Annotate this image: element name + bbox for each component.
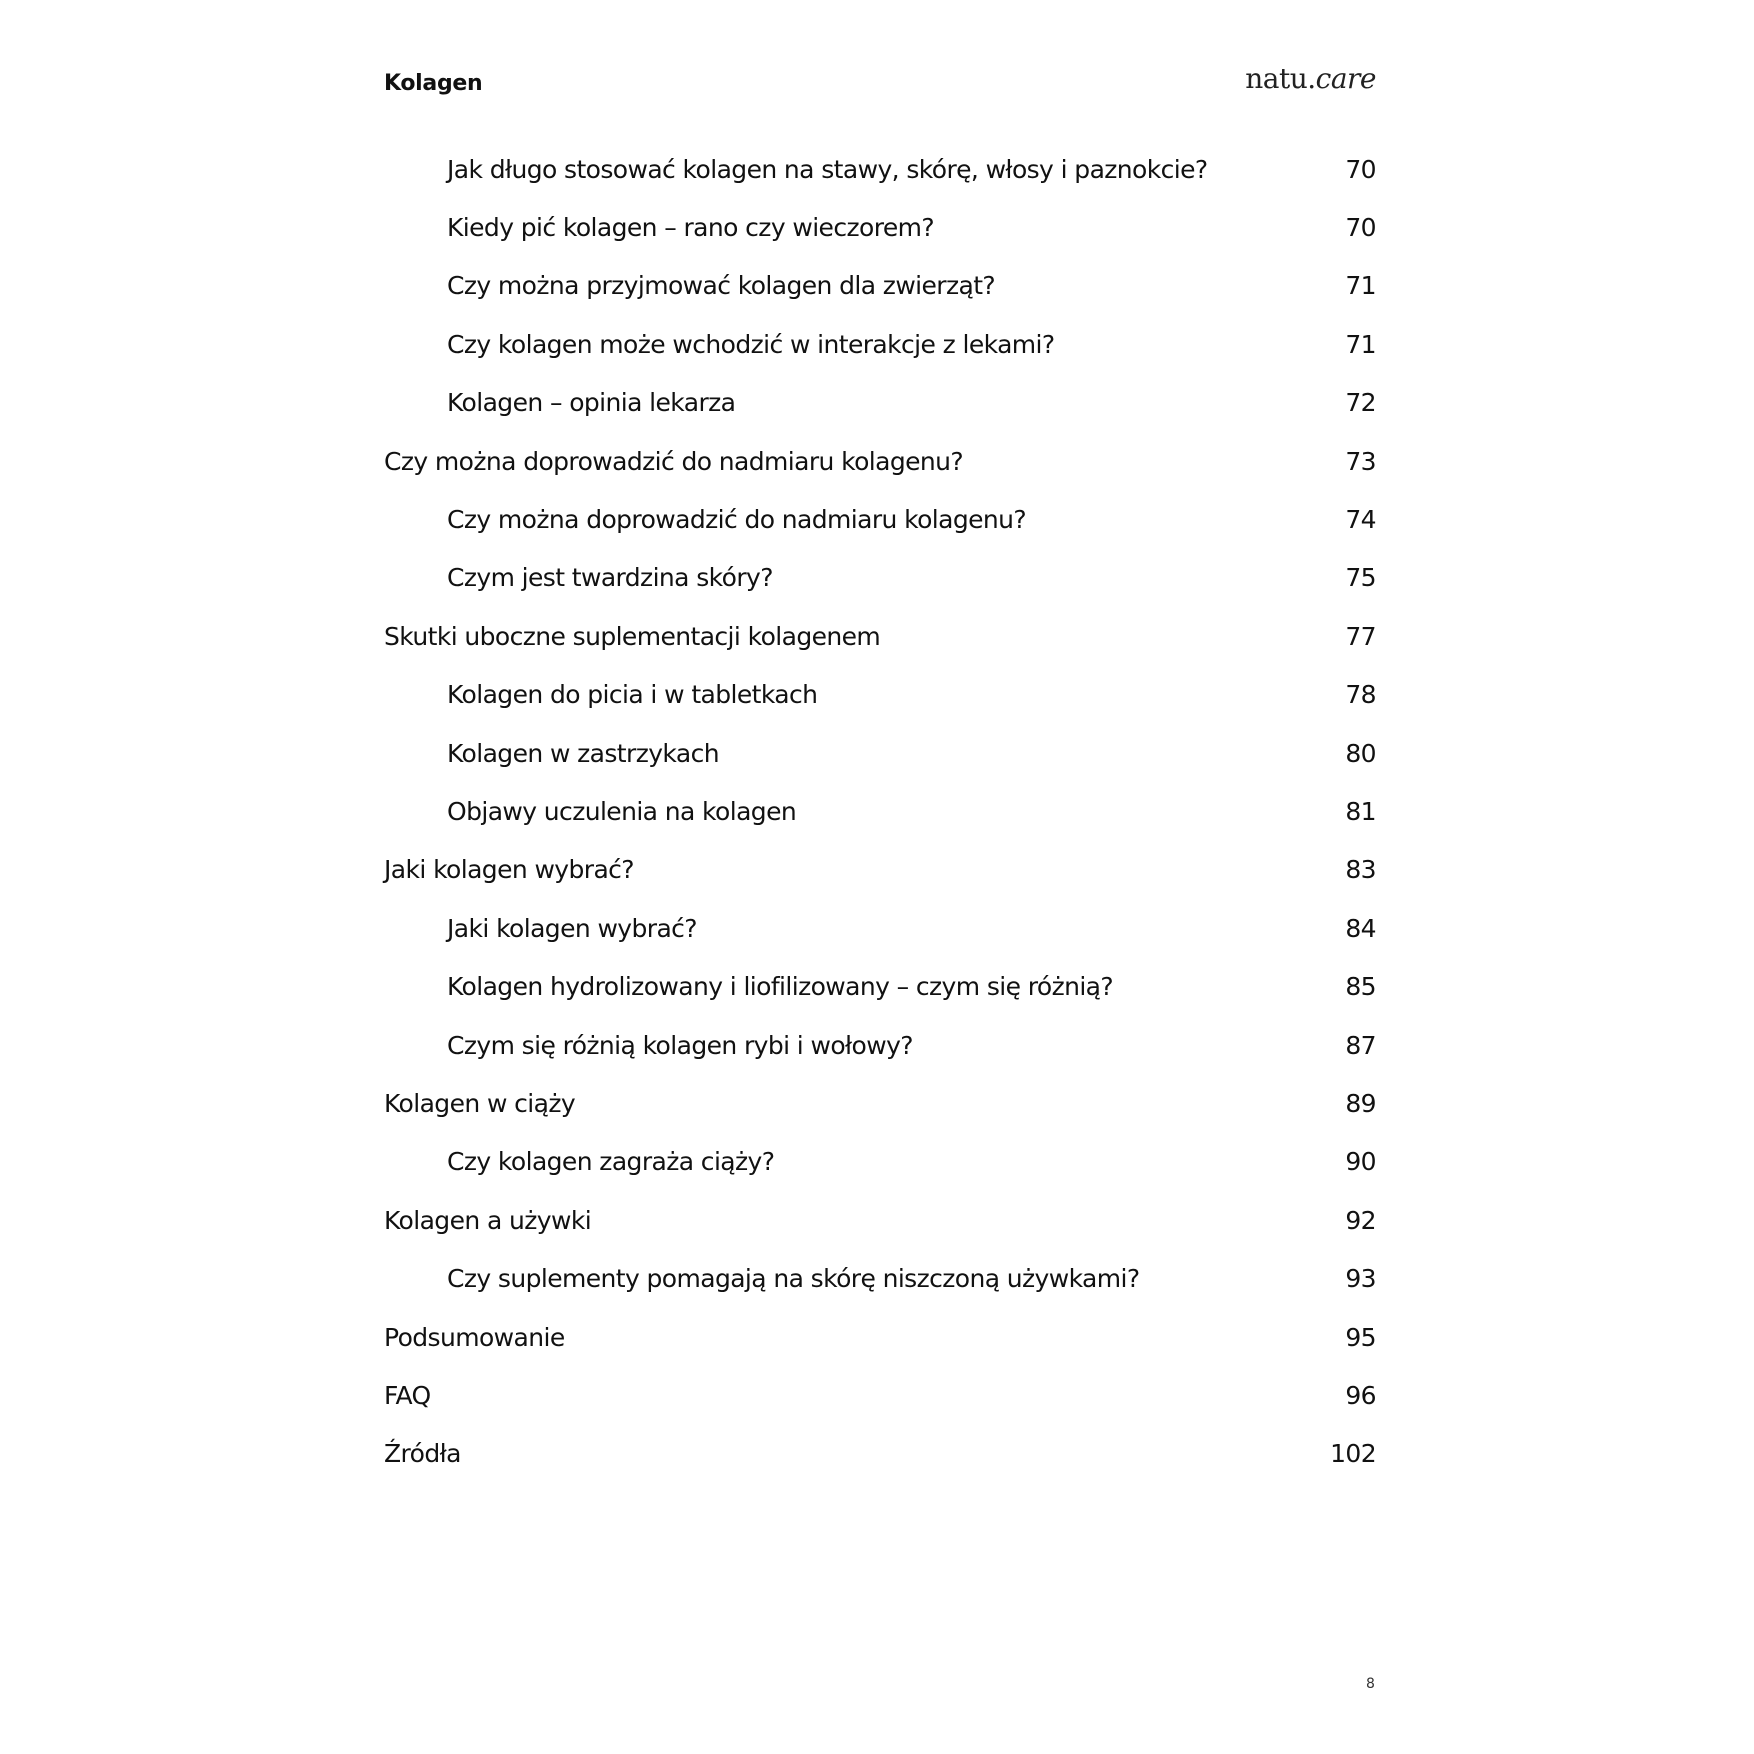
toc-entry-title: Skutki uboczne suplementacji kolagenem bbox=[384, 621, 881, 651]
toc-entry-title: Objawy uczulenia na kolagen bbox=[447, 796, 797, 826]
toc-entry-page-number: 90 bbox=[1345, 1147, 1376, 1177]
toc-entry-page-number: 89 bbox=[1345, 1088, 1376, 1118]
toc-section-entry[interactable] bbox=[384, 724, 1376, 782]
toc-chapter-entry[interactable] bbox=[384, 1308, 1376, 1366]
toc-entry-title: Podsumowanie bbox=[384, 1322, 565, 1352]
toc-entry-title: Kolagen a używki bbox=[384, 1205, 592, 1235]
toc-entry-page-number: 70 bbox=[1345, 213, 1376, 243]
toc-entry-title: Kiedy pić kolagen – rano czy wieczorem? bbox=[447, 213, 935, 243]
toc-section-entry[interactable] bbox=[384, 490, 1376, 548]
toc-entry-page-number: 78 bbox=[1345, 680, 1376, 710]
toc-section-entry[interactable] bbox=[384, 666, 1376, 724]
toc-entry-title: Kolagen w zastrzykach bbox=[447, 738, 719, 768]
toc-entry-page-number: 92 bbox=[1345, 1205, 1376, 1235]
toc-section-entry[interactable] bbox=[384, 140, 1376, 198]
toc-entry-page-number: 72 bbox=[1345, 388, 1376, 418]
running-header-title: Kolagen bbox=[384, 71, 483, 96]
toc-entry-page-number: 80 bbox=[1345, 738, 1376, 768]
toc-section-entry[interactable] bbox=[384, 1133, 1376, 1191]
toc-chapter-entry[interactable] bbox=[384, 1074, 1376, 1132]
toc-chapter-entry[interactable] bbox=[384, 841, 1376, 899]
toc-entry-page-number: 71 bbox=[1345, 329, 1376, 359]
toc-section-entry[interactable] bbox=[384, 1016, 1376, 1074]
toc-entry-title: Czy można doprowadzić do nadmiaru kolagenu? bbox=[384, 446, 964, 476]
toc-entry-page-number: 81 bbox=[1345, 796, 1376, 826]
toc-entry-title: Czy można doprowadzić do nadmiaru kolagenu? bbox=[447, 505, 1027, 535]
toc-entry-title: FAQ bbox=[384, 1380, 431, 1410]
toc-entry-title: Czym się różnią kolagen rybi i wołowy? bbox=[447, 1030, 913, 1060]
toc-entry-title: Czy można przyjmować kolagen dla zwierząt? bbox=[447, 271, 996, 301]
toc-entry-page-number: 77 bbox=[1345, 621, 1376, 651]
toc-entry-page-number: 95 bbox=[1345, 1322, 1376, 1352]
toc-entry-page-number: 75 bbox=[1345, 563, 1376, 593]
toc-section-entry[interactable] bbox=[384, 549, 1376, 607]
toc-entry-page-number: 85 bbox=[1345, 972, 1376, 1002]
toc-entry-page-number: 96 bbox=[1345, 1380, 1376, 1410]
toc-entry-page-number: 74 bbox=[1345, 505, 1376, 535]
toc-chapter-entry[interactable] bbox=[384, 1425, 1376, 1483]
toc-entry-page-number: 84 bbox=[1345, 913, 1376, 943]
page-number: 8 bbox=[1366, 1676, 1375, 1692]
toc-entry-page-number: 83 bbox=[1345, 855, 1376, 885]
toc-entry-title: Czy suplementy pomagają na skórę niszczoną używkami? bbox=[447, 1264, 1140, 1294]
toc-entry-title: Czym jest twardzina skóry? bbox=[447, 563, 773, 593]
brand-logo bbox=[1245, 62, 1376, 96]
toc-section-entry[interactable] bbox=[384, 315, 1376, 373]
toc-entry-page-number: 102 bbox=[1330, 1439, 1376, 1469]
toc-entry-title: Jaki kolagen wybrać? bbox=[447, 913, 697, 943]
toc-entry-title: Kolagen – opinia lekarza bbox=[447, 388, 736, 418]
toc-entry-title: Źródła bbox=[384, 1439, 461, 1469]
toc-chapter-entry[interactable] bbox=[384, 1366, 1376, 1424]
toc-section-entry[interactable] bbox=[384, 899, 1376, 957]
toc-entry-title: Kolagen hydrolizowany i liofilizowany – czym się różnią? bbox=[447, 972, 1114, 1002]
toc-entry-title: Czy kolagen może wchodzić w interakcje z lekami? bbox=[447, 329, 1055, 359]
toc-entry-title: Kolagen w ciąży bbox=[384, 1088, 576, 1118]
toc-section-entry[interactable] bbox=[384, 198, 1376, 256]
toc-entry-title: Kolagen do picia i w tabletkach bbox=[447, 680, 818, 710]
toc-entry-title: Jak długo stosować kolagen na stawy, skórę, włosy i paznokcie? bbox=[447, 154, 1208, 184]
toc-section-entry[interactable] bbox=[384, 957, 1376, 1015]
toc-entry-page-number: 70 bbox=[1345, 154, 1376, 184]
toc-section-entry[interactable] bbox=[384, 374, 1376, 432]
toc-section-entry[interactable] bbox=[384, 1249, 1376, 1307]
toc-chapter-entry[interactable] bbox=[384, 1191, 1376, 1249]
toc-entry-page-number: 73 bbox=[1345, 446, 1376, 476]
table-of-contents bbox=[384, 140, 1376, 1483]
toc-entry-page-number: 71 bbox=[1345, 271, 1376, 301]
brand-logo-regular: natu. bbox=[1245, 62, 1316, 95]
toc-chapter-entry[interactable] bbox=[384, 607, 1376, 665]
toc-chapter-entry[interactable] bbox=[384, 432, 1376, 490]
toc-entry-page-number: 93 bbox=[1345, 1264, 1376, 1294]
toc-entry-title: Czy kolagen zagraża ciąży? bbox=[447, 1147, 775, 1177]
toc-section-entry[interactable] bbox=[384, 257, 1376, 315]
toc-section-entry[interactable] bbox=[384, 782, 1376, 840]
toc-entry-title: Jaki kolagen wybrać? bbox=[384, 855, 634, 885]
toc-entry-page-number: 87 bbox=[1345, 1030, 1376, 1060]
brand-logo-italic: care bbox=[1315, 62, 1376, 95]
